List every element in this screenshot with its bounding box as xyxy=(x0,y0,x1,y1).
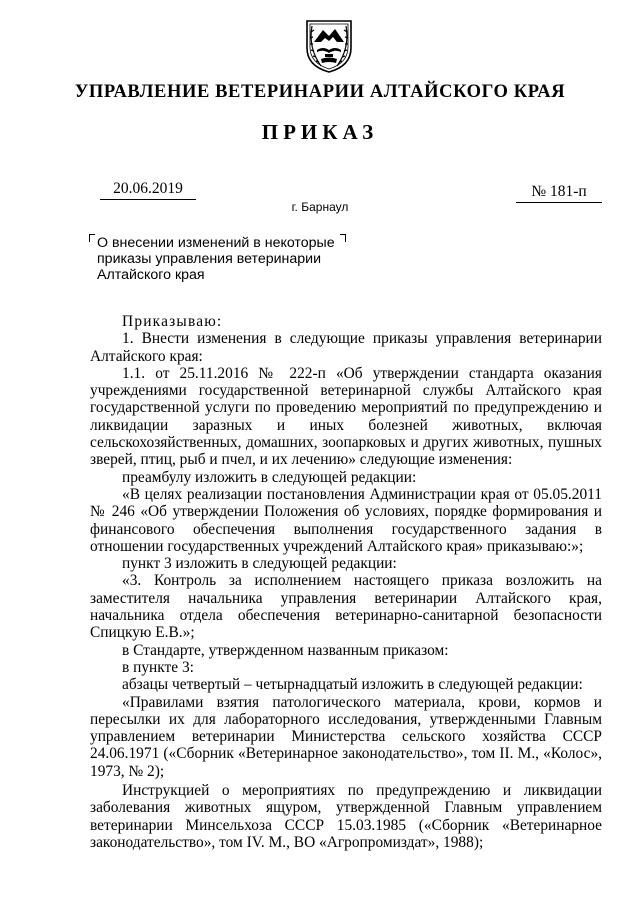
body-paragraph-preamble: преамбулу изложить в следующей редакции: xyxy=(122,468,417,486)
document-type-title: ПРИКАЗ xyxy=(261,120,379,144)
order-date: 20.06.2019 xyxy=(100,180,196,200)
body-paragraph-orders: Приказываю: xyxy=(122,313,223,330)
body-paragraph-in-point-3: в пункте 3: xyxy=(122,658,194,676)
issue-city: г. Барнаул xyxy=(291,200,349,214)
body-paragraph-rules: «Правилами взятия патологического материала, крови, кормов и пересылки их для лабораторного исследования, утвержденными Главным управлением ветеринарии Министерства сельского хозяйства СССР 24.06.1971 («Сборник «Ветеринарное законодательство», том II. М., «Колос», 1973, № 2); xyxy=(90,693,602,780)
body-paragraph-paragraphs: абзацы четвертый – четырнадцатый изложить в следующей редакции: xyxy=(122,676,583,694)
coat-of-arms-icon xyxy=(303,18,355,74)
order-subject: О внесении изменений в некоторые приказы управления ветеринарии Алтайского края xyxy=(97,235,335,283)
body-paragraph-standard: в Стандарте, утвержденном названным приказом: xyxy=(122,641,449,659)
order-number: № 181-п xyxy=(516,183,602,203)
subject-bracket-left xyxy=(89,234,95,242)
body-paragraph-1-1: 1.1. от 25.11.2016 № 222-п «Об утверждении стандарта оказания учреждениями государственной ветеринарной службы Алтайского края государственной услуги по проведению мероприятий по предупреждению и ликвидации заразных и иных болезней животных, включая сельскохозяйственных, домашних, зоопарковых и других животных, пушных зверей, птиц, рыб и пчел, и их лечению» следующие изменения: xyxy=(90,364,602,469)
body-paragraph-1: 1. Внести изменения в следующие приказы управления ветеринарии Алтайского края: xyxy=(90,330,602,365)
body-paragraph-instruction: Инструкцией о мероприятиях по предупреждению и ликвидации заболевания животных ящуром, утвержденной Главным управлением ветеринарии Минсельхоза СССР 15.03.1985 («Сборник «Ветеринарное законодательство», том IV. М., ВО «Агропромиздат», 1988); xyxy=(90,782,602,851)
body-paragraph-point-3-text: «3. Контроль за исполнением настоящего приказа возложить на заместителя начальника управления ветеринарии Алтайского края, начальника отдела обеспечения ветеринарно-санитарной безопасности Спицкую Е.В.»; xyxy=(90,572,602,642)
body-paragraph-point-3: пункт 3 изложить в следующей редакции: xyxy=(122,555,397,573)
order-body xyxy=(90,313,602,851)
body-paragraph-preamble-text: «В целях реализации постановления Администрации края от 05.05.2011 № 246 «Об утверждении Положения об условиях, порядке формирования и финансового обеспечения выполнения государственного задания в отношении государственных учреждений Алтайского края» приказываю:»; xyxy=(90,485,602,555)
organization-name: УПРАВЛЕНИЕ ВЕТЕРИНАРИИ АЛТАЙСКОГО КРАЯ xyxy=(74,82,566,102)
